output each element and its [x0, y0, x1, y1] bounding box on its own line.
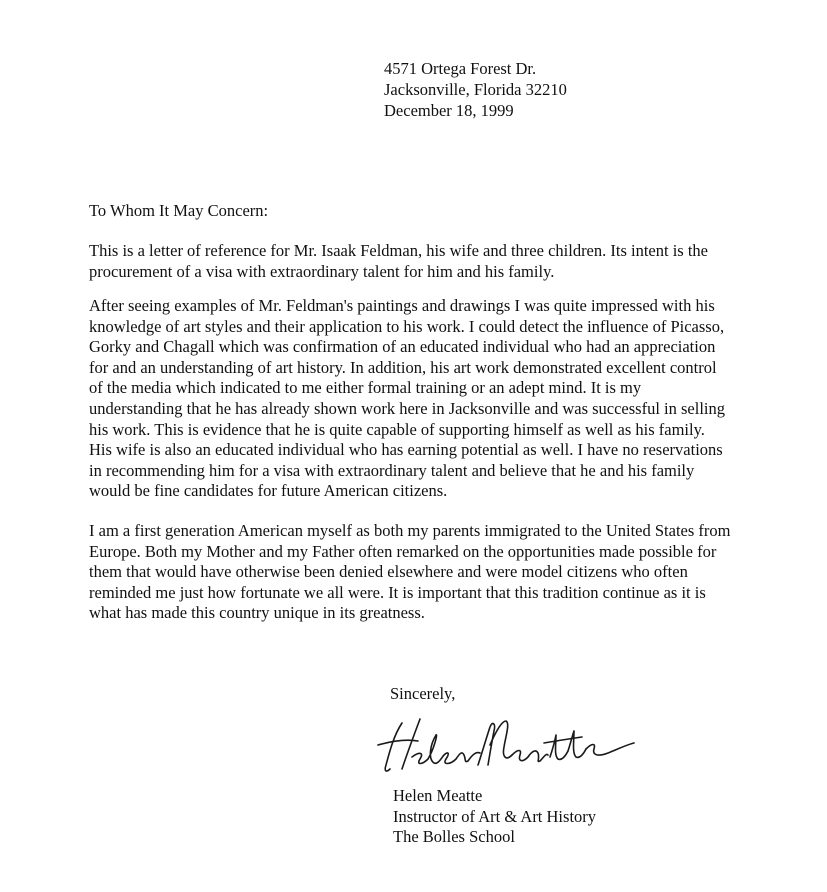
paragraph-line: After seeing examples of Mr. Feldman's paintings and drawings I was quite impressed with his	[89, 296, 715, 315]
closing: Sincerely,	[390, 684, 456, 703]
paragraph-line: Gorky and Chagall which was confirmation of an educated individual who had an appreciation	[89, 337, 716, 357]
paragraph-line: would be fine candidates for future American citizens.	[89, 481, 448, 501]
paragraph-line: understanding that he has already shown work here in Jacksonville and was successful in selling	[89, 398, 726, 418]
signer-organization: The Bolles School	[393, 827, 515, 846]
paragraph-line: of the media which indicated to me either formal training or an adept mind. It is my	[89, 378, 642, 398]
letter-date: December 18, 1999	[384, 101, 514, 120]
paragraph-line: Europe. Both my Mother and my Father often remarked on the opportunities made possible for	[89, 541, 717, 561]
paragraph-line: what has made this country unique in its greatness.	[89, 603, 425, 623]
paragraph-line: procurement of a visa with extraordinary talent for him and his family.	[89, 261, 555, 281]
signer-title: Instructor of Art & Art History	[393, 806, 597, 826]
paragraph-line: His wife is also an educated individual who has earning potential as well. I have no reservations	[89, 440, 723, 460]
paragraph-line: I am a first generation American myself as both my parents immigrated to the United States from	[89, 521, 731, 540]
paragraph-line: This is a letter of reference for Mr. Isaak Feldman, his wife and three children. Its intent is the	[89, 241, 708, 260]
body-paragraph-3	[89, 521, 731, 624]
handwritten-signature	[372, 705, 642, 783]
signer-name: Helen Meatte	[393, 786, 483, 805]
paragraph-line: his work. This is evidence that he is quite capable of supporting himself as well as his family.	[89, 419, 705, 439]
paragraph-line: reminded me just how fortunate we all were. It is important that this tradition continue as it is	[89, 582, 706, 602]
address-city: Jacksonville, Florida 32210	[384, 80, 567, 99]
salutation: To Whom It May Concern:	[89, 201, 269, 220]
body-paragraph-1	[89, 241, 708, 282]
sender-address-block	[384, 58, 567, 121]
paragraph-line: for and an understanding of art history. In addition, his art work demonstrated excellent control	[89, 357, 717, 377]
body-paragraph-2	[89, 296, 725, 502]
address-street: 4571 Ortega Forest Dr.	[384, 59, 537, 78]
paragraph-line: in recommending him for a visa with extraordinary talent and believe that he and his family	[89, 460, 695, 480]
paragraph-line: knowledge of art styles and their application to his work. I could detect the influence of Picasso,	[89, 316, 725, 336]
paragraph-line: them that would have otherwise been denied elsewhere and were model citizens who often	[89, 562, 688, 582]
signer-block	[393, 786, 596, 848]
